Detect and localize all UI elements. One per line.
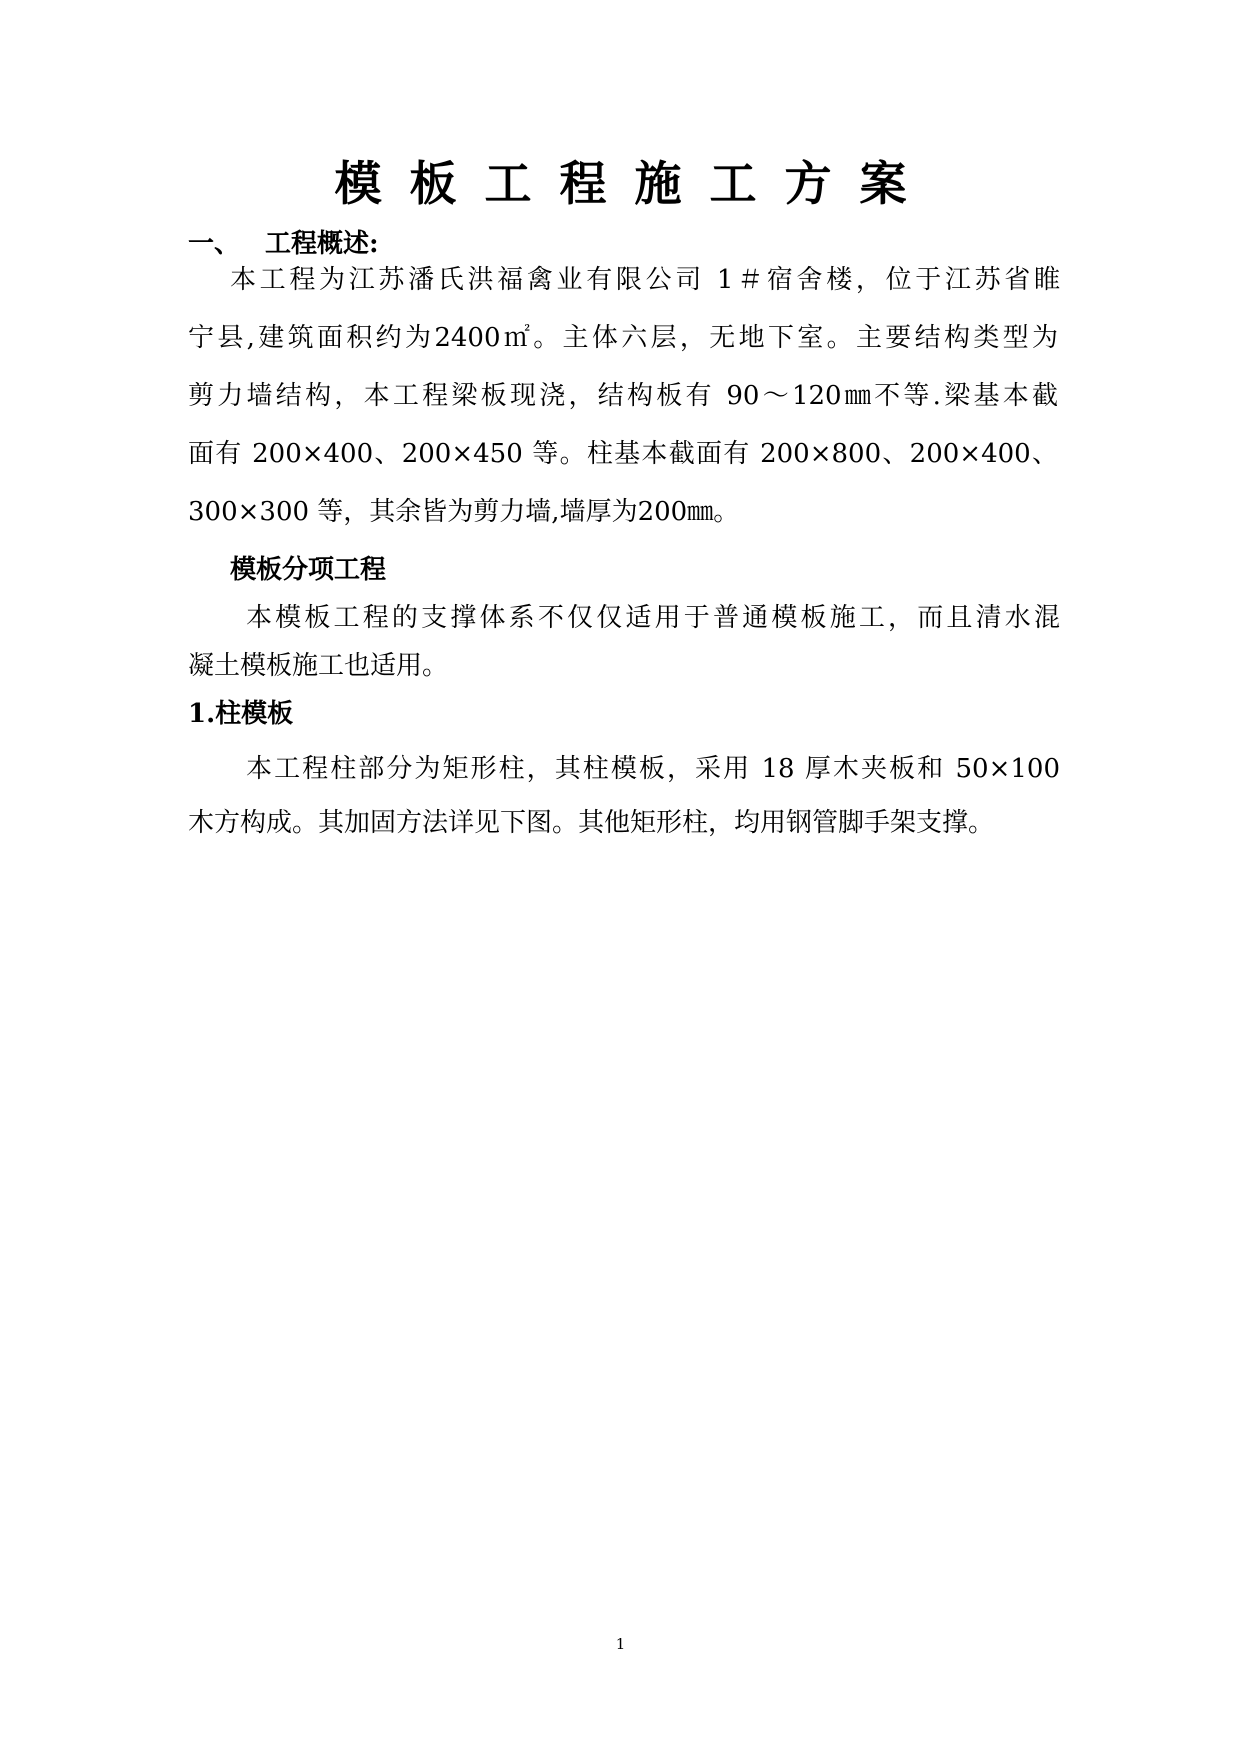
overview-line: 本工程为江苏潘氏洪福禽业有限公司 1＃宿舍楼，位于江苏省睢 xyxy=(230,265,1060,295)
page-number: 1 xyxy=(615,1635,626,1653)
formwork-line: 本模板工程的支撑体系不仅仅适用于普通模板施工，而且清水混 xyxy=(246,603,1060,633)
column-line: 本工程柱部分为矩形柱，其柱模板，采用 18 厚木夹板和 50×100 xyxy=(246,754,1060,784)
overview-line: 宁县,建筑面积约为2400㎡。主体六层，无地下室。主要结构类型为 xyxy=(188,323,1058,353)
subsection-heading-column: 1.柱模板 xyxy=(188,699,294,729)
formwork-line: 凝土模板施工也适用。 xyxy=(188,651,449,681)
document-title: 模板工程施工方案 xyxy=(334,157,935,212)
section-number: 一、 xyxy=(188,229,241,259)
overview-line: 面有 200×400、200×450 等。柱基本截面有 200×800、200×400、 xyxy=(188,439,1058,469)
column-line: 木方构成。其加固方法详见下图。其他矩形柱，均用钢管脚手架支撑。 xyxy=(188,808,995,838)
section-heading-overview xyxy=(188,226,379,262)
overview-line: 300×300 等，其余皆为剪力墙,墙厚为200㎜。 xyxy=(188,497,740,527)
overview-line: 剪力墙结构，本工程梁板现浇，结构板有 90～120㎜不等.梁基本截 xyxy=(188,381,1058,411)
subsection-heading-formwork: 模板分项工程 xyxy=(230,555,387,585)
section-title: 工程概述: xyxy=(265,229,379,259)
